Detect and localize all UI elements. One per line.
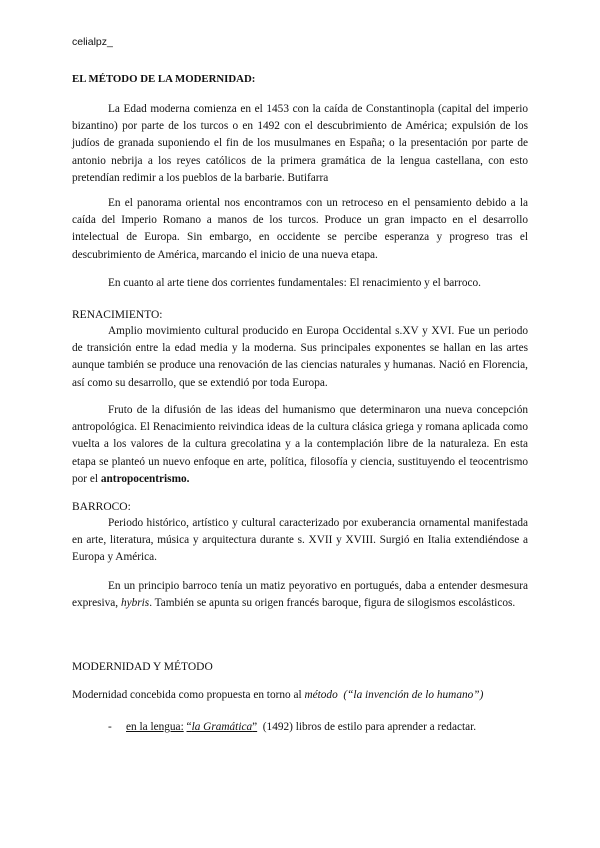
barroco-paragraph-2-text-b: . También se apunta su origen francés baroque, figura de silogismos escolásticos. [149,597,516,610]
invencion-quote: (“la invención de lo humano”) [343,689,484,701]
lengua-underline: en la lengua: [126,721,184,733]
modernidad-line-text: Modernidad concebida como propuesta en torno al [72,689,302,701]
gramatica-italic: la Gramática [191,721,253,733]
quote-open: “ [186,721,192,733]
list-item-lengua [126,719,476,736]
renacimiento-paragraph-2 [72,402,528,488]
hybris-italic: hybris [120,597,150,610]
renacimiento-paragraph-2-text: Fruto de la difusión de las ideas del humanismo que determinaron una nueva concepción antropológica. El Renacimiento reivindica ideas de la cultura clásica griega y romana aplicada como vuelta a los valores de la cultura grecolatina y a la contemplación libre de la naturaleza. En esta etapa se planteó un nuevo enfoque en arte, política, filosofía y ciencia, sustituyendo el teocentrismo por el [72,404,528,485]
gramatica-underline [187,721,258,733]
modernidad-heading: MODERNIDAD Y MÉTODO [72,661,213,673]
author-handle: celialpz_ [72,36,113,48]
modernidad-line [72,687,528,704]
intro-paragraph: La Edad moderna comienza en el 1453 con la caída de Constantinopla (capital del imperio bizantino) por parte de los turcos o en 1492 con el descubrimiento de América; expulsión de los judíos de granada suponiendo el fin de los musulmanes en España; o la presentación por parte de antonio nebrija a los reyes católicos de la primera gramática de la lengua castellana, con esto pretendían redimir a los pueblos de la barbarie. Butifarra [72,103,528,184]
antropocentrismo-bold: antropocentrismo. [100,472,190,485]
barroco-heading: BARROCO: [72,501,131,513]
panorama-paragraph: En el panorama oriental nos encontramos con un retroceso en el pensamiento debido a la caída del Imperio Romano a manos de los turcos. Produce un gran impacto en el desarrollo intelectual de Europa. Sin embargo, en occidente se percibe esperanza y progreso tras el descubrimiento de América, marcando el inicio de una nueva etapa. [72,197,528,261]
list-item-rest: (1492) libros de estilo para aprender a redactar. [262,721,477,733]
renacimiento-heading: RENACIMIENTO: [72,309,163,321]
quote-close: ” [252,721,258,733]
renacimiento-paragraph-1: Amplio movimiento cultural producido en Europa Occidental s.XV y XVI. Fue un periodo de transición entre la edad media y la moderna. Sus principales exponentes se hallan en las artes aunque también se produce una renovación de las ciencias naturales y humanas. Nació en Florencia, así como su desarrollo, que se extendió por toda Europa. [72,325,528,389]
barroco-paragraph-2 [72,578,528,612]
arte-paragraph: En cuanto al arte tiene dos corrientes fundamentales: El renacimiento y el barroco. [108,277,481,289]
list-bullet: - [108,721,112,733]
barroco-paragraph-1: Periodo histórico, artístico y cultural caracterizado por exuberancia ornamental manifestada en arte, literatura, música y arquitectura durante s. XVII y XVIII. Surgió en Italia extendiéndose a Europa y América. [72,517,528,564]
metodo-italic: método [304,689,338,701]
page-title: EL MÉTODO DE LA MODERNIDAD: [72,73,256,85]
barroco-paragraph-2-text-a: En un principio barroco tenía un matiz peyorativo en portugués, daba a entender desmesura expresiva, [72,580,528,610]
